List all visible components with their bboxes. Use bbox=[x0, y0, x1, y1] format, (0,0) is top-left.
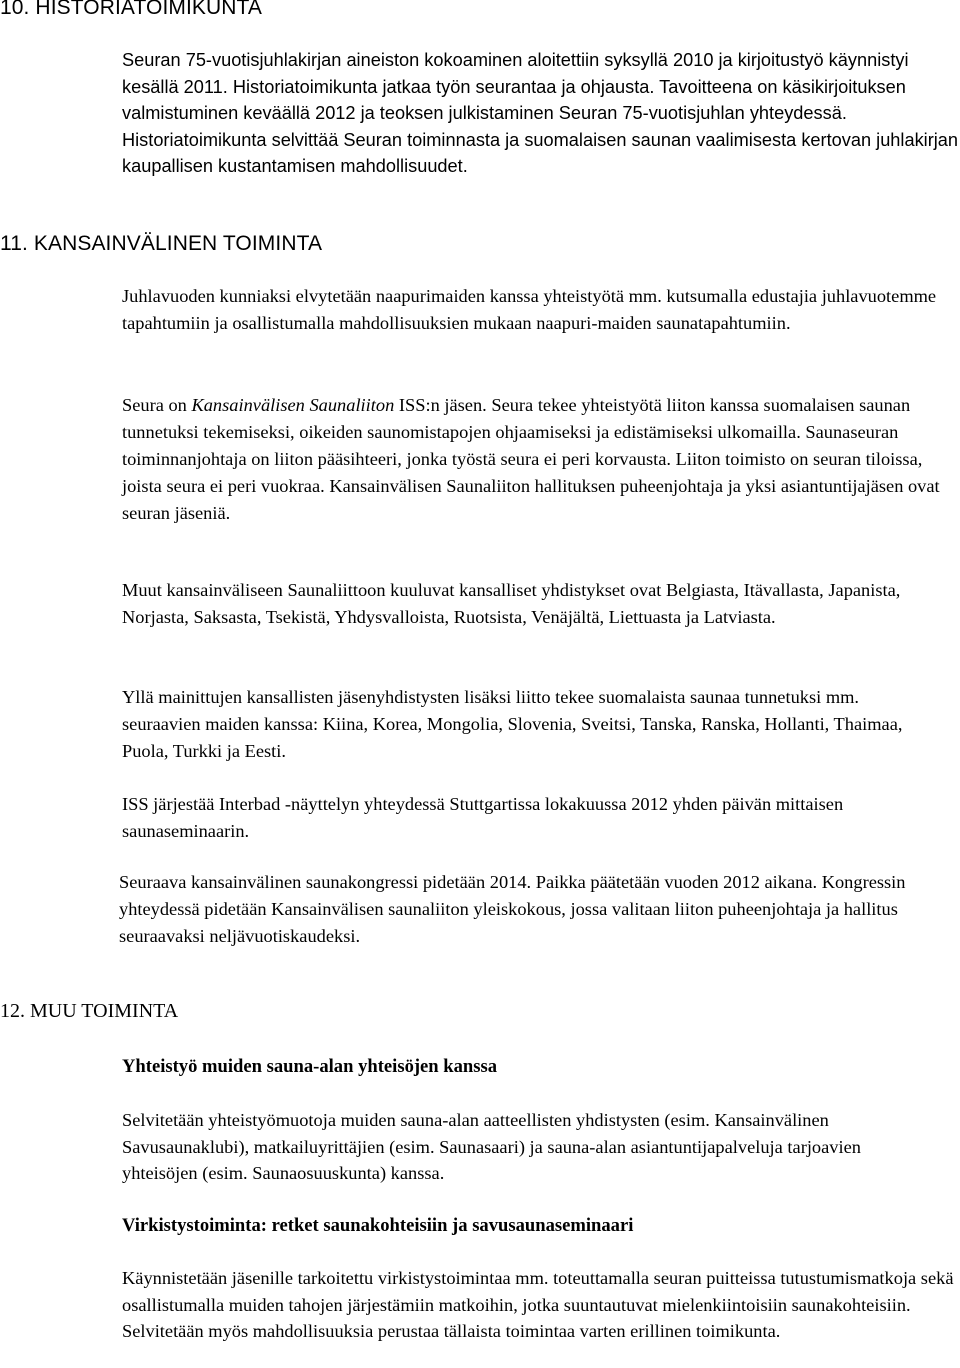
kansainvalinen-paragraph-3: Muut kansainväliseen Saunaliittoon kuuluvat kansalliset yhdistykset ovat Belgiasta, Itävallasta, Japanista, Norjasta, Saksasta, Tsekistä, Yhdysvalloista, Ruotsista, Venäjältä, Liettuasta ja Latviasta. bbox=[122, 580, 901, 627]
kansainvalinen-paragraph-2 bbox=[122, 392, 960, 527]
section-heading-kansainvalinen-toiminta: 11. KANSAINVÄLINEN TOIMINTA bbox=[0, 232, 323, 255]
paragraph-2-start: Seura on bbox=[122, 395, 192, 415]
kansainvalinen-paragraph-6: Seuraava kansainvälinen saunakongressi pidetään 2014. Paikka päätetään vuoden 2012 aikana. Kongressin yhteydessä pidetään Kansainvälisen saunaliiton yleiskokous, jossa valitaan liiton puheenjohtaja ja hallitus seuraavaksi neljävuotiskaudeksi. bbox=[119, 872, 906, 946]
kansainvalinen-paragraph-1: Juhlavuoden kunniaksi elvytetään naapurimaiden kanssa yhteistyötä mm. kutsumalla edustajia juhlavuotemme tapahtumiin ja osallistumalla mahdollisuuksien mukaan naapuri-maiden saunatapahtumiin. bbox=[122, 286, 937, 333]
saunaliitto-name: Kansainvälisen Saunaliiton bbox=[191, 395, 395, 415]
paragraph-2-rest: ISS:n jäsen. Seura tekee yhteistyötä liiton kanssa suomalaisen saunan tunnetuksi tekemiseksi, oikeiden saunomistapojen ohjaamiseksi ja edistämiseksi ulkomailla. Saunaseuran toiminnanjohtaja on liiton pääsihteeri, jonka työstä seura ei peri korvausta. Liiton toimisto on seuran tiloissa, joista seura ei peri vuokraa. Kansainvälisen Saunaliiton hallituksen puheenjohtaja ja yksi asiantuntijajäsen ovat seuran jäseniä. bbox=[122, 395, 940, 523]
kansainvalinen-paragraph-5: ISS järjestää Interbad -näyttelyn yhteydessä Stuttgartissa lokakuussa 2012 yhden päivän mittaisen saunaseminaarin. bbox=[122, 794, 844, 841]
subheading-virkistystoiminta: Virkistystoiminta: retket saunakohteisiin ja savusaunaseminaari bbox=[122, 1215, 634, 1236]
subheading-yhteistyo: Yhteistyö muiden sauna-alan yhteisöjen kanssa bbox=[122, 1056, 498, 1077]
kansainvalinen-paragraph-4: Yllä mainittujen kansallisten jäsenyhdistysten lisäksi liitto tekee suomalaista saunaa tunnetuksi mm. seuraavien maiden kanssa: Kiina, Korea, Mongolia, Slovenia, Sveitsi, Tanska, Ranska, Hollanti, Thaimaa, Puola, Turkki ja Eesti. bbox=[122, 687, 903, 761]
historiatoimikunta-paragraph: Seuran 75-vuotisjuhlakirjan aineiston kokoaminen aloitettiin syksyllä 2010 ja kirjoitustyö käynnistyi kesällä 2011. Historiatoimikunta jatkaa työn seurantaa ja ohjausta. Tavoitteena on käsikirjoituksen valmistuminen keväällä 2012 ja teoksen julkistaminen Seuran 75-vuotisjuhlan yhteydessä. Historiatoimikunta selvittää Seuran toiminnasta ja suomalaisen saunan vaalimisesta kertovan juhlakirjan kaupallisen kustantamisen mahdollisuudet. bbox=[122, 50, 959, 176]
section-heading-muu-toiminta: 12. MUU TOIMINTA bbox=[0, 1000, 179, 1022]
section-heading-historiatoimikunta: 10. HISTORIATOIMIKUNTA bbox=[0, 0, 263, 19]
virkistystoiminta-paragraph: Käynnistetään jäsenille tarkoitettu virkistystoimintaa mm. toteuttamalla seuran puitteissa tutustumismatkoja sekä osallistumalla muiden tahojen järjestämiin matkoihin, jotka suuntautuvat mielenkiintoisiin saunakohteisiin. Selvitetään myös mahdollisuuksia perustaa tällaista toimintaa varten erillinen toimikunta. bbox=[122, 1268, 954, 1341]
yhteistyo-paragraph: Selvitetään yhteistyömuotoja muiden sauna-alan aatteellisten yhdistysten (esim. Kansainvälinen Savusaunaklubi), matkailuyrittäjien (esim. Saunasaari) ja sauna-alan asiantuntijapalveluja tarjoavien yhteisöjen (esim. Saunaosuuskunta) kanssa. bbox=[122, 1110, 861, 1183]
